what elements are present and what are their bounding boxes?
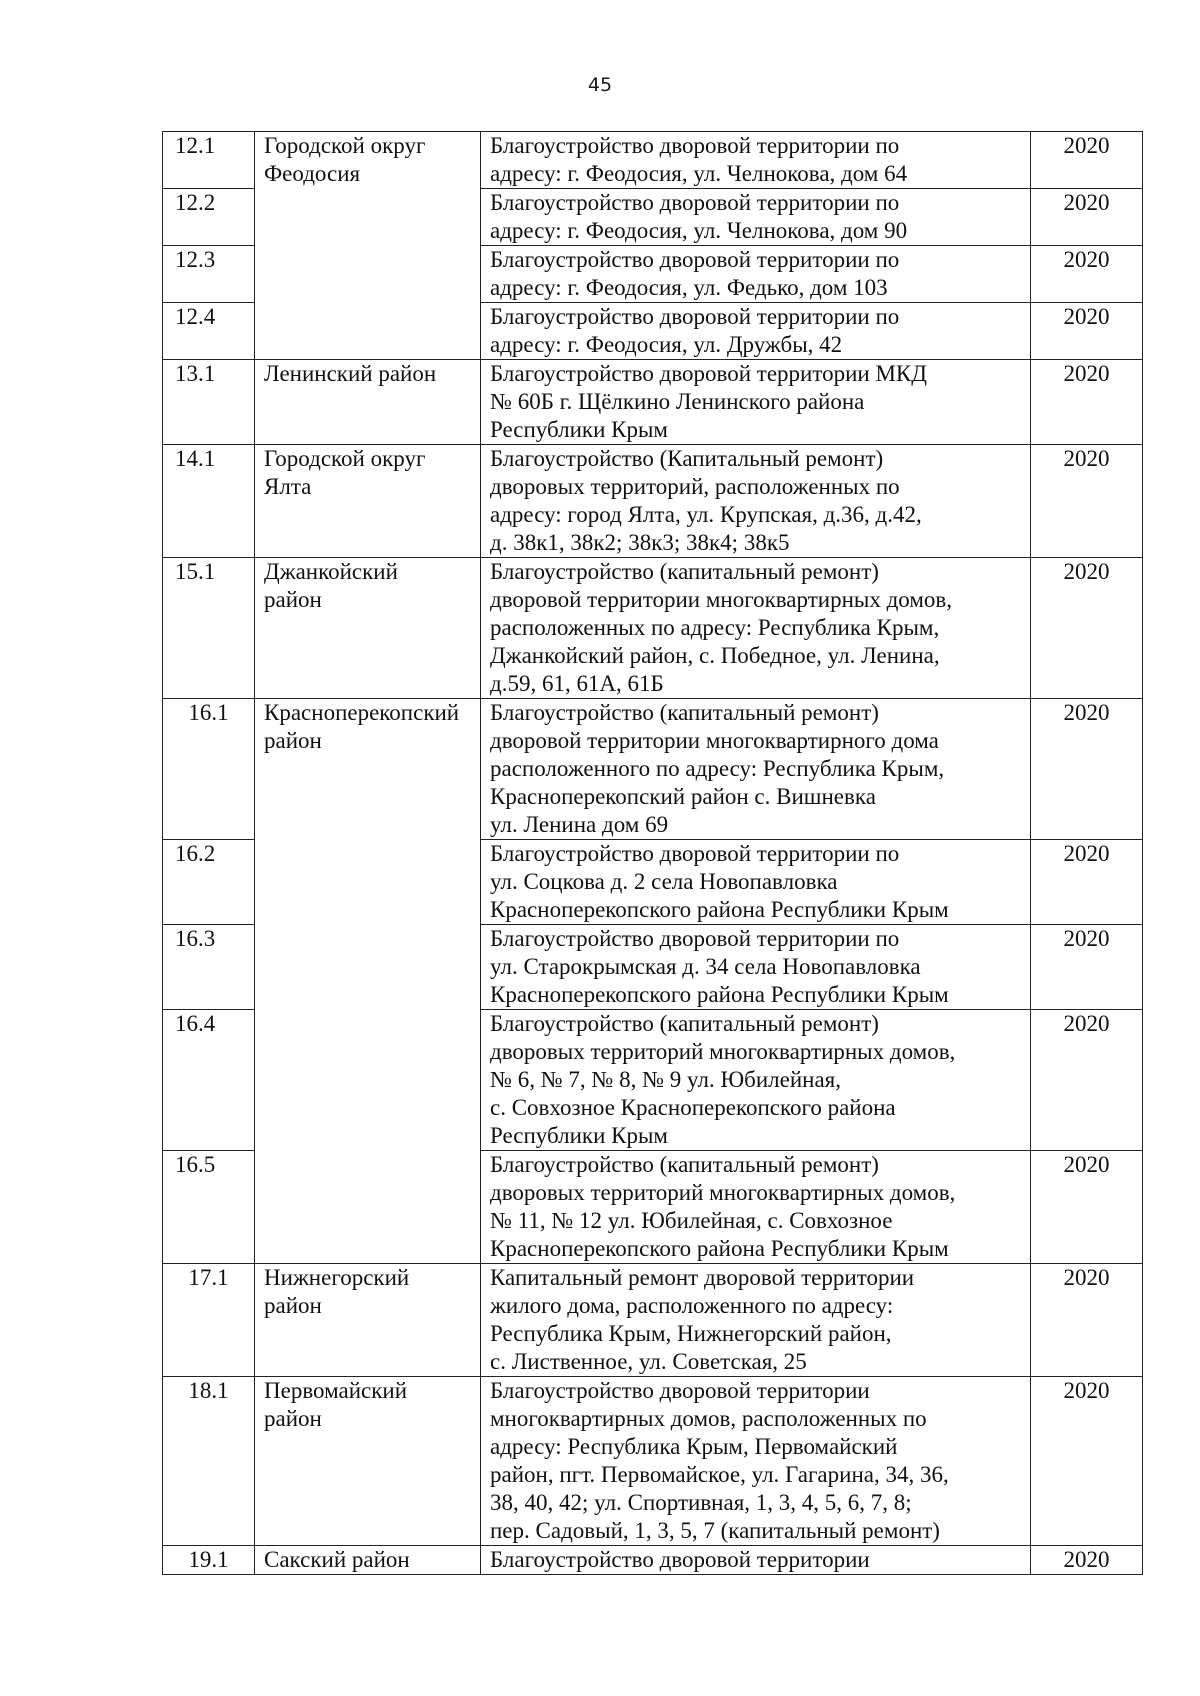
description-cell: [481, 360, 1031, 445]
description-line: адресу: г. Феодосия, ул. Челнокова, дом 64: [490, 161, 908, 186]
description-cell: [481, 189, 1031, 246]
district-cell: [255, 132, 481, 360]
description-line: Благоустройство дворовой территории: [490, 1547, 870, 1572]
description-line: Красноперекопского района Республики Крым: [490, 1236, 949, 1261]
description-line: с. Совхозное Красноперекопского района: [490, 1095, 896, 1120]
year-cell: 2020: [1031, 360, 1143, 445]
page-number: 45: [587, 74, 613, 96]
description-line: Благоустройство (капитальный ремонт): [490, 1011, 879, 1036]
row-number: 19.1: [163, 1546, 255, 1575]
row-number: 16.1: [163, 699, 255, 840]
district-line: Нижнегорский: [264, 1265, 410, 1290]
district-cell: [255, 1264, 481, 1377]
table-row: [163, 558, 1143, 699]
row-number: 16.4: [163, 1010, 255, 1151]
description-cell: [481, 925, 1031, 1010]
description-line: Республики Крым: [490, 1123, 668, 1148]
description-line: район, пгт. Первомайское, ул. Гагарина, 34, 36,: [490, 1462, 949, 1487]
row-number: 12.4: [163, 303, 255, 360]
district-cell: [255, 1546, 481, 1575]
description-line: ул. Ленина дом 69: [490, 812, 669, 837]
description-cell: [481, 246, 1031, 303]
year-cell: 2020: [1031, 445, 1143, 558]
row-number: 16.5: [163, 1151, 255, 1264]
table-body: [163, 132, 1143, 1575]
description-line: Республики Крым: [490, 417, 668, 442]
description-line: адресу: г. Феодосия, ул. Челнокова, дом 90: [490, 218, 908, 243]
description-cell: [481, 1010, 1031, 1151]
description-line: Благоустройство дворовой территории по: [490, 926, 900, 951]
row-number: 12.3: [163, 246, 255, 303]
district-cell: [255, 558, 481, 699]
description-line: адресу: Республика Крым, Первомайский: [490, 1434, 898, 1459]
description-line: дворовых территорий, расположенных по: [490, 474, 900, 499]
description-line: Благоустройство дворовой территории по: [490, 247, 900, 272]
district-line: Ялта: [264, 474, 312, 499]
description-cell: [481, 445, 1031, 558]
district-cell: [255, 1377, 481, 1546]
district-line: район: [264, 728, 322, 753]
year-cell: 2020: [1031, 1546, 1143, 1575]
district-line: район: [264, 1293, 322, 1318]
table-row: [163, 132, 1143, 189]
table-row: [163, 360, 1143, 445]
year-cell: 2020: [1031, 925, 1143, 1010]
row-number: 13.1: [163, 360, 255, 445]
district-line: Ленинский район: [264, 361, 437, 386]
year-cell: 2020: [1031, 699, 1143, 840]
table-row: [163, 1264, 1143, 1377]
table-row: [163, 699, 1143, 840]
description-cell: [481, 303, 1031, 360]
description-line: Капитальный ремонт дворовой территории: [490, 1265, 915, 1290]
description-cell: [481, 558, 1031, 699]
description-line: ул. Старокрымская д. 34 села Новопавловка: [490, 954, 921, 979]
description-line: № 11, № 12 ул. Юбилейная, с. Совхозное: [490, 1208, 893, 1233]
row-number: 15.1: [163, 558, 255, 699]
district-cell: [255, 360, 481, 445]
row-number: 18.1: [163, 1377, 255, 1546]
program-table: [162, 131, 1143, 1575]
district-line: Сакский район: [264, 1547, 410, 1572]
district-line: Красноперекопский: [264, 700, 460, 725]
description-line: пер. Садовый, 1, 3, 5, 7 (капитальный ремонт): [490, 1518, 940, 1543]
description-line: Республика Крым, Нижнегорский район,: [490, 1321, 892, 1346]
row-number: 16.3: [163, 925, 255, 1010]
district-line: Первомайский: [264, 1378, 407, 1403]
description-line: расположенного по адресу: Республика Крым,: [490, 756, 945, 781]
year-cell: 2020: [1031, 1010, 1143, 1151]
table-row: [163, 445, 1143, 558]
district-line: район: [264, 587, 322, 612]
description-line: Благоустройство (Капитальный ремонт): [490, 446, 884, 471]
description-line: адресу: г. Феодосия, ул. Дружбы, 42: [490, 332, 843, 357]
row-number: 14.1: [163, 445, 255, 558]
description-cell: [481, 1377, 1031, 1546]
description-cell: [481, 1546, 1031, 1575]
row-number: 16.2: [163, 840, 255, 925]
description-cell: [481, 1264, 1031, 1377]
description-line: Джанкойский район, с. Победное, ул. Ленина,: [490, 643, 940, 668]
description-line: Благоустройство (капитальный ремонт): [490, 559, 879, 584]
year-cell: 2020: [1031, 840, 1143, 925]
description-line: ул. Соцкова д. 2 села Новопавловка: [490, 869, 838, 894]
description-line: адресу: г. Феодосия, ул. Федько, дом 103: [490, 275, 888, 300]
year-cell: 2020: [1031, 303, 1143, 360]
district-line: Джанкойский: [264, 559, 398, 584]
district-line: Феодосия: [264, 161, 361, 186]
district-cell: [255, 445, 481, 558]
year-cell: 2020: [1031, 132, 1143, 189]
description-line: с. Лиственное, ул. Советская, 25: [490, 1349, 807, 1374]
district-line: район: [264, 1406, 322, 1431]
description-line: дворовой территории многоквартирного дома: [490, 728, 939, 753]
description-line: Благоустройство (капитальный ремонт): [490, 700, 879, 725]
description-line: Благоустройство дворовой территории МКД: [490, 361, 927, 386]
description-line: Красноперекопского района Республики Крым: [490, 982, 949, 1007]
description-line: № 6, № 7, № 8, № 9 ул. Юбилейная,: [490, 1067, 841, 1092]
year-cell: 2020: [1031, 189, 1143, 246]
description-cell: [481, 1151, 1031, 1264]
description-line: д.59, 61, 61А, 61Б: [490, 671, 664, 696]
table-row: [163, 1546, 1143, 1575]
district-line: Городской округ: [264, 133, 426, 158]
description-line: расположенных по адресу: Республика Крым,: [490, 615, 940, 640]
description-line: Благоустройство дворовой территории по: [490, 841, 900, 866]
description-cell: [481, 699, 1031, 840]
year-cell: 2020: [1031, 558, 1143, 699]
district-line: Городской округ: [264, 446, 426, 471]
description-line: Красноперекопского района Республики Крым: [490, 897, 949, 922]
description-line: Красноперекопский район с. Вишневка: [490, 784, 876, 809]
description-line: адресу: город Ялта, ул. Крупская, д.36, д.42,: [490, 502, 922, 527]
description-line: жилого дома, расположенного по адресу:: [490, 1293, 894, 1318]
description-cell: [481, 132, 1031, 189]
description-line: Благоустройство дворовой территории по: [490, 190, 900, 215]
year-cell: 2020: [1031, 1264, 1143, 1377]
description-line: Благоустройство дворовой территории: [490, 1378, 870, 1403]
year-cell: 2020: [1031, 1377, 1143, 1546]
description-line: Благоустройство (капитальный ремонт): [490, 1152, 879, 1177]
year-cell: 2020: [1031, 1151, 1143, 1264]
description-line: дворовых территорий многоквартирных домов,: [490, 1039, 956, 1064]
table-row: [163, 1377, 1143, 1546]
description-line: дворовой территории многоквартирных домов,: [490, 587, 953, 612]
description-line: д. 38к1, 38к2; 38к3; 38к4; 38к5: [490, 530, 790, 555]
description-line: Благоустройство дворовой территории по: [490, 133, 900, 158]
description-line: дворовых территорий многоквартирных домов,: [490, 1180, 956, 1205]
district-cell: [255, 699, 481, 1264]
year-cell: 2020: [1031, 246, 1143, 303]
row-number: 12.2: [163, 189, 255, 246]
description-line: Благоустройство дворовой территории по: [490, 304, 900, 329]
description-line: № 60Б г. Щёлкино Ленинского района: [490, 389, 865, 414]
row-number: 17.1: [163, 1264, 255, 1377]
row-number: 12.1: [163, 132, 255, 189]
description-line: 38, 40, 42; ул. Спортивная, 1, 3, 4, 5, 6, 7, 8;: [490, 1490, 912, 1515]
description-cell: [481, 840, 1031, 925]
description-line: многоквартирных домов, расположенных по: [490, 1406, 927, 1431]
